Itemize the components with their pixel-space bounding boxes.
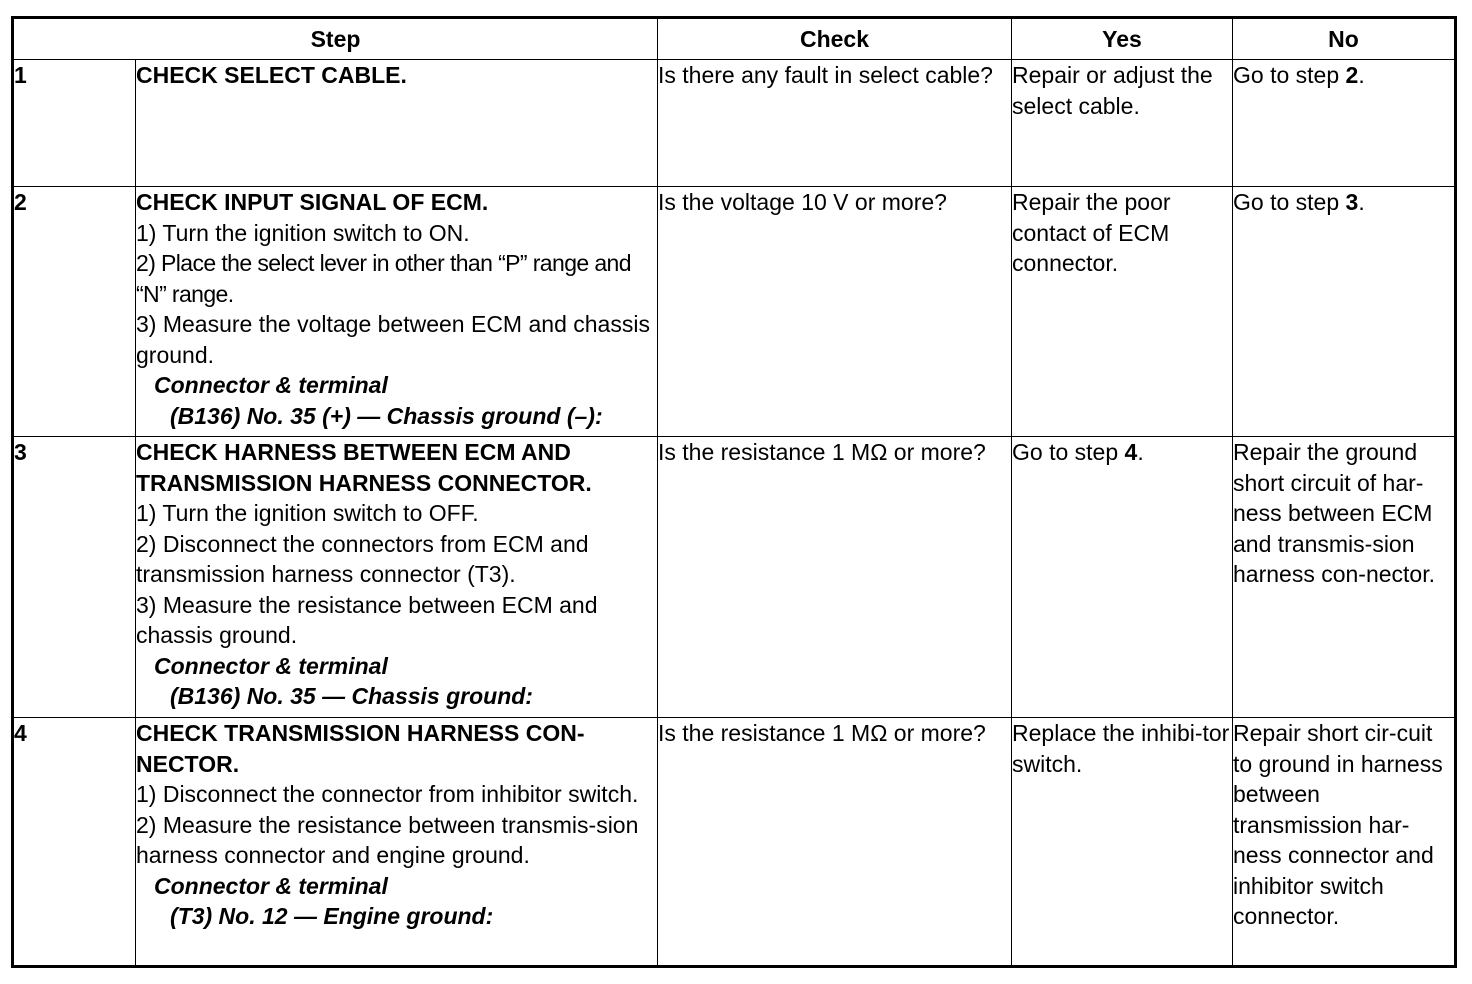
step-cell xyxy=(136,60,658,187)
no-suffix: . xyxy=(1358,62,1365,88)
header-no: No xyxy=(1233,18,1456,60)
no-text: Go to step xyxy=(1233,189,1346,215)
step-cell xyxy=(136,187,658,437)
header-check: Check xyxy=(658,18,1012,60)
check-cell: Is the resistance 1 MΩ or more? xyxy=(658,437,1012,718)
terminal-spec: (T3) No. 12 — Engine ground: xyxy=(170,903,494,929)
connector-label: Connector & terminal xyxy=(154,872,388,899)
step-number: 3 xyxy=(13,437,136,718)
table-row xyxy=(13,187,1456,437)
step-number: 4 xyxy=(13,718,136,967)
yes-cell xyxy=(1012,437,1233,718)
no-text: Go to step xyxy=(1233,62,1346,88)
terminal-spec: (B136) No. 35 (+) — Chassis ground (–): xyxy=(170,402,603,429)
header-step: Step xyxy=(13,18,658,60)
terminal-spec: (B136) No. 35 — Chassis ground: xyxy=(170,683,533,709)
header-row xyxy=(13,18,1456,60)
step-number: 1 xyxy=(13,60,136,187)
yes-suffix: . xyxy=(1137,439,1144,465)
diagnostic-table xyxy=(11,16,1457,968)
connector-label: Connector & terminal xyxy=(154,652,388,679)
header-yes: Yes xyxy=(1012,18,1233,60)
step-title: CHECK TRANSMISSION HARNESS CON-NECTOR. xyxy=(136,720,585,777)
check-cell: Is the voltage 10 V or more? xyxy=(658,187,1012,437)
step-instruction: 3) Measure the voltage between ECM and chassis ground. xyxy=(136,311,650,368)
yes-text: Go to step xyxy=(1012,439,1125,465)
step-instruction: 2) Measure the resistance between transmis-sion harness connector and engine ground. xyxy=(136,811,639,868)
step-instruction: 2) Disconnect the connectors from ECM and transmission harness connector (T3). xyxy=(136,530,589,587)
step-reference: 2 xyxy=(1345,62,1359,88)
no-cell: Repair short cir-cuit to ground in harness between transmission har-ness connector and inhibitor switch connector. xyxy=(1233,718,1456,967)
no-cell: Repair the ground short circuit of har-ness between ECM and transmis-sion harness con-nector. xyxy=(1233,437,1456,718)
connector-label: Connector & terminal xyxy=(154,372,388,398)
step-title: CHECK HARNESS BETWEEN ECM AND TRANSMISSION HARNESS CONNECTOR. xyxy=(136,439,592,496)
table-row xyxy=(13,60,1456,187)
step-instruction: 1) Turn the ignition switch to OFF. xyxy=(136,500,479,526)
step-cell xyxy=(136,437,658,718)
yes-cell: Repair the poor contact of ECM connector. xyxy=(1012,187,1233,437)
table-row xyxy=(13,718,1456,967)
yes-cell: Replace the inhibi-tor switch. xyxy=(1012,718,1233,967)
step-title: CHECK INPUT SIGNAL OF ECM. xyxy=(136,189,489,215)
table-row xyxy=(13,437,1456,718)
yes-cell: Repair or adjust the select cable. xyxy=(1012,60,1233,187)
step-instruction: 1) Disconnect the connector from inhibitor switch. xyxy=(136,781,639,807)
step-instruction: 1) Turn the ignition switch to ON. xyxy=(136,219,470,246)
no-suffix: . xyxy=(1358,189,1365,215)
step-instruction: 3) Measure the resistance between ECM and chassis ground. xyxy=(136,591,598,648)
step-title: CHECK SELECT CABLE. xyxy=(136,62,407,88)
step-reference: 4 xyxy=(1124,439,1138,465)
step-number: 2 xyxy=(13,187,136,437)
step-cell xyxy=(136,718,658,967)
no-cell xyxy=(1233,187,1456,437)
step-reference: 3 xyxy=(1345,189,1359,215)
step-instruction: 2) Place the select lever in other than “P” range and “N” range. xyxy=(136,250,631,307)
no-cell xyxy=(1233,60,1456,187)
check-cell: Is there any fault in select cable? xyxy=(658,60,1012,187)
check-cell: Is the resistance 1 MΩ or more? xyxy=(658,718,1012,967)
